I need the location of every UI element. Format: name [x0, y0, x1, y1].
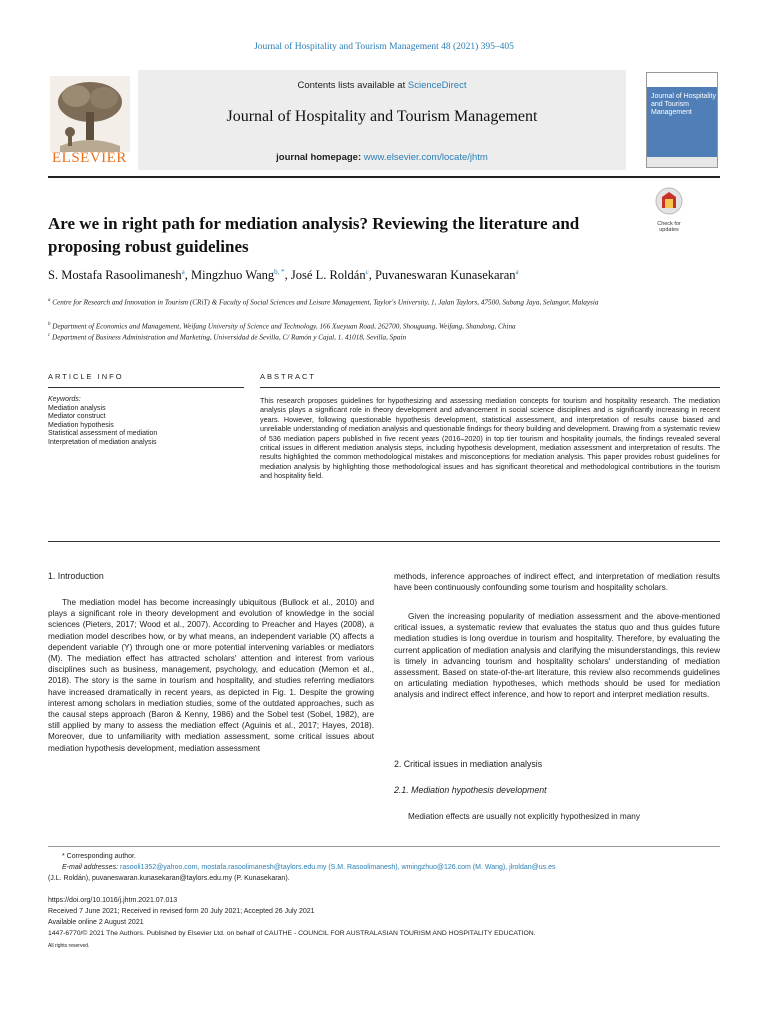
- author-name[interactable]: José L. Roldán: [290, 268, 366, 283]
- homepage-link[interactable]: www.elsevier.com/locate/jhtm: [363, 152, 488, 163]
- journal-banner: [48, 70, 720, 170]
- author-sup: a: [181, 268, 185, 276]
- affil-sup: b: [48, 322, 51, 327]
- email-line-2[interactable]: (J.L. Roldán), puvaneswaran.kunasekaran@taylors.edu.my (P. Kunasekaran).: [48, 875, 290, 882]
- right-paragraph-1: methods, inference approaches of indirect effect, and interpretation of mediation results have been continuously confounding some tourism and hospitality scholars.: [394, 572, 720, 593]
- abstract-text: This research proposes guidelines for hypothesizing and assessing mediation concepts for tourism and hospitality research. The mediation analysis plays a significant role in theory development and advancement in social science disciplines and is significantly increasing in recent years. However, following questionable hypothesis development, statistical assessment, and interpretation of results cause biased and unreliable understanding of mediation analysis and questionable findings for theory building and development. Drawing from a systematic review of 536 mediation papers published in five recent years (2016–2020) in top tier tourism and hospitality journals, the findings revealed several critical issues in different mediation analysis steps, including hypothesis development, mediation assessment and interpretation of results. The results highlighted the common methodological mistakes and misconceptions for mediation analysis. This paper provides robust guidelines for mediation analysis by highlighting those methodological issues and has significant theoretical and methodological contributions in the tourism and hospitality field.: [260, 396, 720, 481]
- keywords-label: Keywords:: [48, 396, 81, 403]
- copyright-line: 1447-6770/© 2021 The Authors. Published by Elsevier Ltd. on behalf of CAUTHE - COUNCIL FOR AUSTRALASIAN TOURISM AND HOSPITALITY EDUCATION.: [48, 930, 536, 937]
- affil-text: Department of Business Administration and Marketing, Universidad de Sevilla, C/ Ramón y Cajal, 1. 41018, Sevilla, Spain: [52, 333, 407, 342]
- check-for-updates-button[interactable]: [652, 186, 686, 233]
- contents-line: [138, 80, 626, 91]
- right-paragraph-3: Mediation effects are usually not explicitly hypothesized in many: [408, 812, 640, 821]
- keyword-item: Mediator construct: [48, 413, 106, 421]
- email-addresses[interactable]: rasooli1352@yahoo.com, mostafa.rasoolimanesh@taylors.edu.my (S.M. Rasoolimanesh), wmingzhuo@126.com (M. Wang), jlroldan@us.es: [119, 864, 556, 871]
- abstract-rule: [260, 387, 720, 388]
- publisher-wordmark: ELSEVIER: [52, 150, 127, 166]
- homepage-prefix: journal homepage:: [276, 152, 362, 163]
- affil-sup: c: [48, 333, 51, 338]
- affiliation-c: [48, 331, 648, 342]
- article-title: Are we in right path for mediation analysis? Reviewing the literature and proposing robust guidelines: [48, 214, 580, 256]
- keyword-item: Statistical assessment of mediation: [48, 430, 158, 438]
- keywords-block: [48, 396, 157, 448]
- footnote-rule: [48, 846, 720, 847]
- received-dates: Received 7 June 2021; Received in revised form 20 July 2021; Accepted 26 July 2021: [48, 908, 315, 915]
- check-updates-label: Check for updates: [657, 221, 681, 233]
- cover-title: Journal of Hospitality and Tourism Management: [651, 93, 716, 116]
- homepage-line: [138, 152, 626, 163]
- available-online: Available online 2 August 2021: [48, 919, 144, 926]
- section-1-heading: 1. Introduction: [48, 571, 104, 581]
- journal-cover-thumbnail[interactable]: [646, 72, 718, 168]
- author-name[interactable]: S. Mostafa Rasoolimanesh: [48, 268, 182, 283]
- affil-text: Centre for Research and Innovation in Tourism (CRiT) & Faculty of Social Sciences and Leisure Management, Taylor's University, 1, Jalan Taylors, 47500, Subang Jaya, Selangor, Malaysia: [52, 298, 599, 307]
- affil-sup: a: [48, 298, 51, 303]
- right-paragraph-2: Given the increasing popularity of mediation assessment and the above-mentioned critical issues, a systematic review that evaluates the status quo and thus guides future mediation studies is long overdue in tourism and hospitality. Therefore, by evaluating the current application of mediation analysis and clarifying the misunderstandings, this review is timely in advancing tourism and hospitality scholars' understanding of mediation assessment. Based on state-of-the-art literature, this review also recommends guidelines on articulating mediation hypotheses, which methods should be used for mediation analysis and indirect effect inference, and how to report and interpret mediation results.: [394, 612, 720, 700]
- author-sup: a: [515, 268, 519, 276]
- journal-title: Journal of Hospitality and Tourism Management: [226, 108, 538, 125]
- intro-paragraph: The mediation model has become increasingly ubiquitous (Bullock et al., 2010) and plays a significant role in theory development and evolution of knowledge in the social sciences (Pieters, 2017; Wood et al., 2007). According to Preacher and Hayes (2008), a mediation model describes how, or by what means, an independent variable (X) affects a dependent variable (Y) through one or more potential intervening variables or mediators (M). The mediation effect has attracted scholars' attention and interest from various disciplines such as business, management, psychology, and education (Memon et al., 2018). The story is the same in tourism and hospitality, and studies referring mediators have increased dramatically in recent years, as depicted in Fig. 1. Despite the growing interest among scholars in mediation studies, some of the outdated approaches, such as the causal steps approach (Baron & Kenny, 1986) and the Sobel test (Sobel, 1982), are still applied by many to assess the mediation effect (Aguinis et al., 2017; Hayes, 2018). Moreover, due to unfamiliarity with mediation assessment, some critical issues about mediation hypothesis development, mediation assessment: [48, 598, 374, 753]
- author-name[interactable]: Mingzhuo Wang: [191, 268, 275, 283]
- corresponding-author-note: * Corresponding author.: [62, 853, 136, 860]
- keyword-item: Mediation analysis: [48, 404, 106, 412]
- doi-link[interactable]: https://doi.org/10.1016/j.jhtm.2021.07.013: [48, 897, 178, 904]
- keyword-item: Mediation hypothesis: [48, 421, 114, 429]
- author-list: S. Mostafa Rasoolimanesh$^a$, Mingzhuo Wang$^{b, *}$, José L. Roldán$^c$, Puvaneswaran Kunasekaran$^a$: [48, 268, 519, 283]
- email-line-1: [62, 863, 720, 874]
- affiliation-a: [48, 296, 648, 307]
- sciencedirect-link[interactable]: ScienceDirect: [407, 80, 467, 91]
- author-sup: c: [365, 268, 369, 276]
- section-2-1-heading: 2.1. Mediation hypothesis development: [394, 785, 547, 795]
- banner-center: [138, 70, 626, 170]
- running-header[interactable]: Journal of Hospitality and Tourism Management 48 (2021) 395–405: [254, 42, 514, 52]
- article-info-heading: ARTICLE INFO: [48, 372, 124, 381]
- abstract-heading: ABSTRACT: [260, 372, 317, 381]
- author-sup: b, *: [274, 268, 285, 276]
- check-updates-icon: [652, 186, 686, 216]
- contents-prefix: Contents lists available at: [297, 80, 406, 91]
- author-name[interactable]: Puvaneswaran Kunasekaran: [374, 268, 516, 283]
- info-rule: [48, 387, 244, 388]
- rights-reserved: All rights reserved.: [48, 943, 90, 949]
- section-2-heading: 2. Critical issues in mediation analysis: [394, 759, 543, 769]
- abstract-bottom-rule: [48, 541, 720, 542]
- affiliation-b: [48, 320, 648, 331]
- banner-rule: [48, 176, 720, 178]
- email-label: E-mail addresses:: [62, 864, 119, 871]
- tree-icon: [50, 76, 130, 152]
- keyword-item: Interpretation of mediation analysis: [48, 438, 157, 446]
- affil-text: Department of Economics and Management, Weifang University of Science and Technology, 166 Xueyuan Road, 262700, Shouguang, Weifang, Shandong, China: [52, 322, 516, 331]
